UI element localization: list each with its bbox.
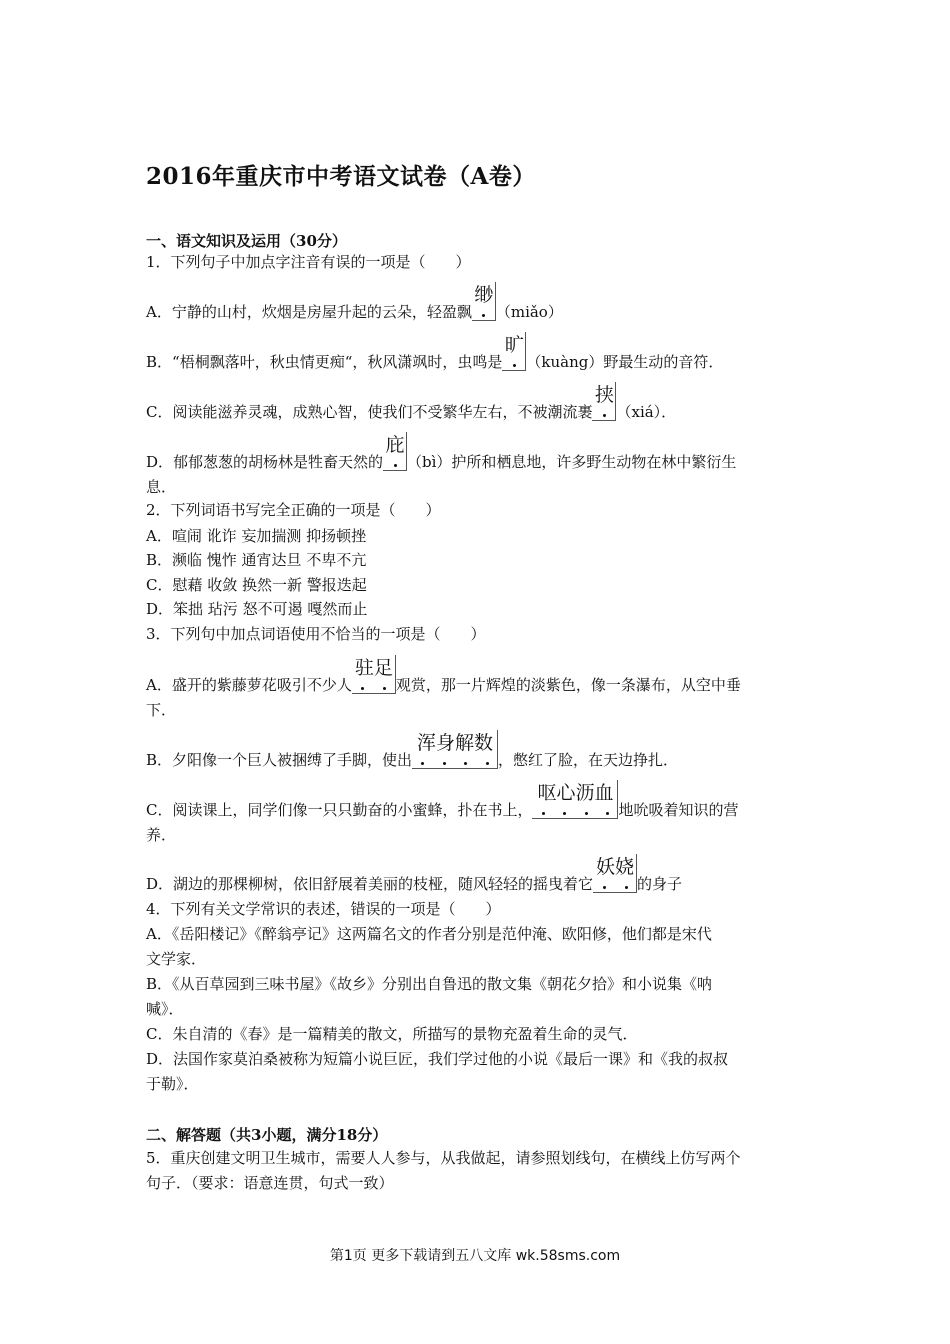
dotted-word: 旷 — [502, 353, 526, 371]
q2-option-b: B．濒临 愧怍 通宵达旦 不卑不亢 — [146, 551, 367, 569]
dotted-word: 呕心沥血 — [532, 801, 618, 819]
q2-stem: 2．下列词语书写完全正确的一项是（ ） — [146, 501, 441, 519]
q2-option-c: C．慰藉 收敛 换然一新 警报迭起 — [146, 576, 367, 594]
q3-option-d: D．湖边的那棵柳树，依旧舒展着美丽的枝桠，随风轻轻的摇曳着它 妖娆 的身子 — [146, 856, 683, 893]
dotted-word: 浑身解数 — [412, 751, 498, 769]
q1-option-b: B．“梧桐飘落叶，秋虫情更痴“，秋风潇飒时，虫鸣是 旷 （kuàng）野最生动的音符． — [146, 334, 724, 371]
q5-stem-cont: 句子．（要求：语意连贯，句式一致） — [146, 1174, 394, 1192]
page-title: 2016年重庆市中考语文试卷（A卷） — [146, 163, 536, 190]
q4-option-b: B．《从百草园到三味书屋》《故乡》分别出自鲁迅的散文集《朝花夕拾》和小说集《呐 — [146, 975, 713, 993]
dotted-word: 挟 — [592, 403, 616, 421]
q3-option-a-cont: 下． — [146, 701, 177, 719]
q4-option-c: C．朱自清的《春》是一篇精美的散文，所描写的景物充盈着生命的灵气． — [146, 1025, 638, 1043]
section-2-heading: 二、解答题（共3小题，满分18分） — [146, 1126, 388, 1144]
q5-stem: 5．重庆创建文明卫生城市，需要人人参与，从我做起，请参照划线句，在横线上仿写两个 — [146, 1149, 741, 1167]
q1-option-d: D．郁郁葱葱的胡杨林是牲畜天然的 庇 （bì）护所和栖息地，许多野生动物在林中繁衍生 — [146, 434, 737, 471]
q4-option-d: D．法国作家莫泊桑被称为短篇小说巨匠，我们学过他的小说《最后一课》和《我的叔叔 — [146, 1050, 729, 1068]
q4-option-b-cont: 喊》． — [146, 1000, 184, 1018]
q3-option-a: A．盛开的紫藤萝花吸引不少人 驻足 观赏，那一片辉煌的淡紫色，像一条瀑布，从空中垂 — [146, 657, 741, 694]
q2-option-a: A．喧闹 讹诈 妄加揣测 抑扬顿挫 — [146, 527, 367, 545]
q3-stem: 3．下列句中加点词语使用不恰当的一项是（ ） — [146, 625, 486, 643]
dotted-word: 缈 — [472, 303, 496, 321]
q3-option-c: C．阅读课上，同学们像一只只勤奋的小蜜蜂，扑在书上， 呕心沥血 地吮吸着知识的营 — [146, 782, 739, 819]
q4-stem: 4．下列有关文学常识的表述，错误的一项是（ ） — [146, 900, 501, 918]
q4-option-d-cont: 于勒》． — [146, 1075, 199, 1093]
q1-option-d-cont: 息． — [146, 478, 177, 496]
dotted-word: 庇 — [383, 453, 407, 471]
dotted-word: 妖娆 — [593, 875, 637, 893]
q4-option-a: A．《岳阳楼记》《醉翁亭记》这两篇名文的作者分别是范仲淹、欧阳修，他们都是宋代 — [146, 925, 712, 943]
q1-option-c: C．阅读能滋养灵魂，成熟心智，使我们不受繁华左右，不被潮流裹 挟 （xiá）． — [146, 384, 677, 421]
q2-option-d: D．笨拙 玷污 怒不可遏 嘎然而止 — [146, 600, 368, 618]
q1-option-a: A．宁静的山村，炊烟是房屋升起的云朵，轻盈飘 缈 （miǎo） — [146, 284, 563, 321]
q3-option-b: B．夕阳像一个巨人被捆缚了手脚，使出 浑身解数 ，憋红了脸，在天边挣扎． — [146, 732, 679, 769]
dotted-word: 驻足 — [352, 676, 396, 694]
page-footer: 第1页 更多下载请到五八文库 wk.58sms.com — [329, 1248, 621, 1264]
q3-option-c-cont: 养． — [146, 826, 177, 844]
q4-option-a-cont: 文学家． — [146, 950, 207, 968]
section-1-heading: 一、语文知识及运用（30分） — [146, 232, 347, 250]
q1-stem: 1．下列句子中加点字注音有误的一项是（ ） — [146, 253, 471, 271]
